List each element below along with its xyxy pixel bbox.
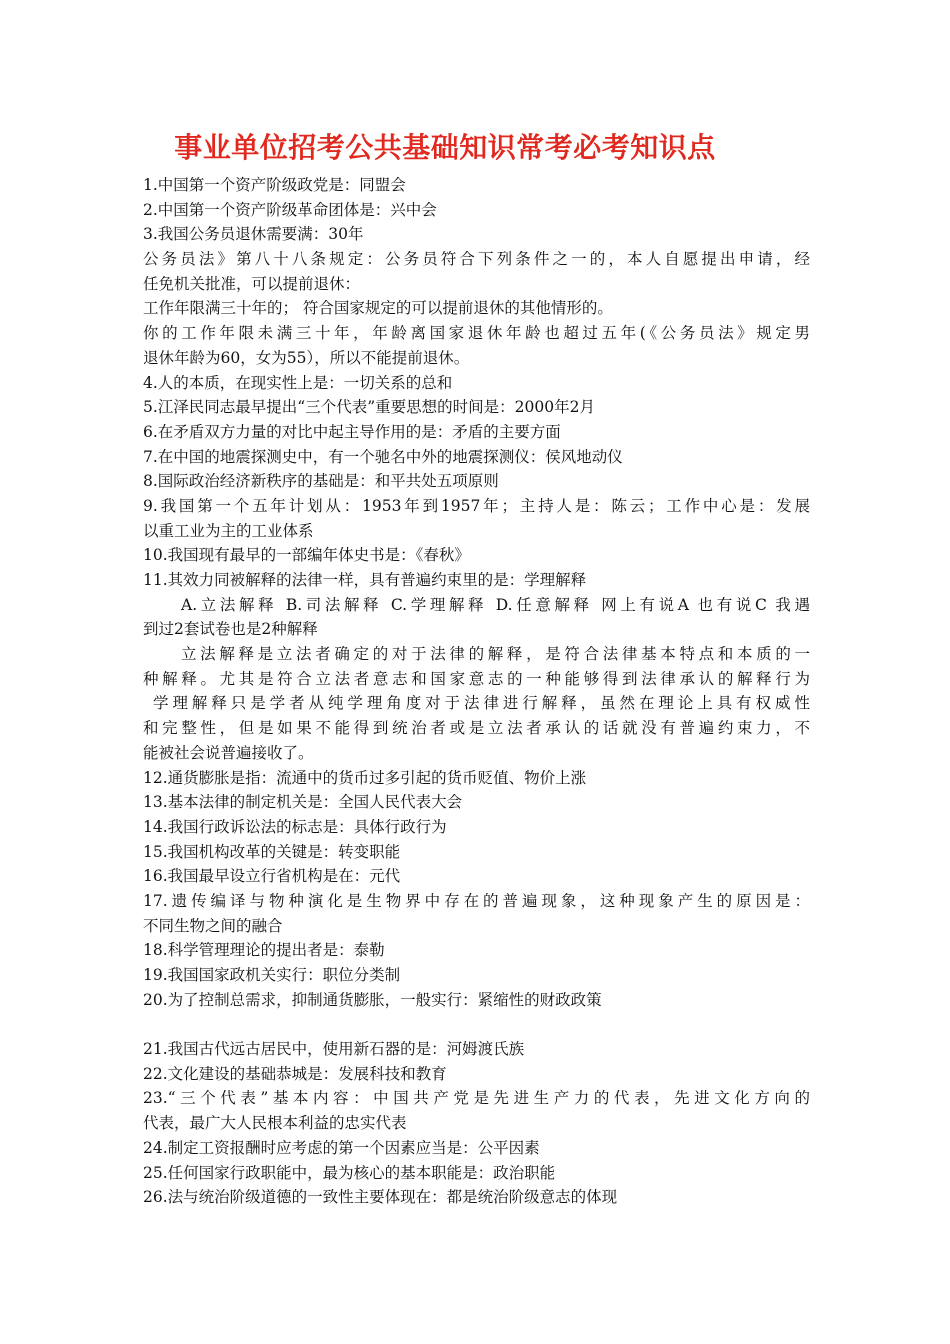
text-line: 15.我国机构改革的关键是：转变职能 <box>143 842 401 861</box>
text-line: 12.通货膨胀是指：流通中的货币过多引起的货币贬值、物价上涨 <box>143 768 587 787</box>
text-line: 26.法与统治阶级道德的一致性主要体现在：都是统治阶级意志的体现 <box>143 1188 618 1207</box>
text-line: 20.为了控制总需求，抑制通货膨胀，一般实行：紧缩性的财政政策 <box>143 990 602 1009</box>
text-line: 7.在中国的地震探测史中，有一个驰名中外的地震探测仪：侯风地动仪 <box>143 447 623 466</box>
text-line: 18.科学管理理论的提出者是：泰勒 <box>143 941 385 960</box>
text-line: 种解释。尤其是符合立法者意志和国家意志的一种能够得到法律承认的解释行为 <box>143 669 810 688</box>
text-line: 2.中国第一个资产阶级革命团体是：兴中会 <box>143 200 437 219</box>
text-line: 19.我国国家政机关实行：职位分类制 <box>143 966 401 984</box>
text-line: 你的工作年限未满三十年，年龄离国家退休年龄也超过五年(《公务员法》规定男 <box>143 324 810 343</box>
text-line: 21.我国古代远古居民中，使用新石器的是：河姆渡氏族 <box>143 1040 525 1059</box>
text-line: 17.遗传编译与物种演化是生物界中存在的普遍现象，这种现象产生的原因是： <box>143 891 810 910</box>
text-line: 到过2套试卷也是2种解释 <box>143 620 318 639</box>
text-line: 8.国际政治经济新秩序的基础是：和平共处五项原则 <box>143 472 499 491</box>
text-line: 24.制定工资报酬时应考虑的第一个因素应当是：公平因素 <box>143 1138 540 1157</box>
text-line: 退休年龄为60，女为55），所以不能提前退休。 <box>143 348 470 367</box>
text-line: 不同生物之间的融合 <box>143 916 283 935</box>
text-line: 代表，最广大人民根本利益的忠实代表 <box>143 1114 407 1133</box>
text-line: 5.江泽民同志最早提出“三个代表”重要思想的时间是：2000年2月 <box>143 398 595 417</box>
text-line: 6.在矛盾双方力量的对比中起主导作用的是：矛盾的主要方面 <box>143 422 561 441</box>
text-line: 公务员法》第八十八条规定：公务员符合下列条件之一的，本人自愿提出申请，经 <box>143 250 810 269</box>
text-line: 4.人的本质，在现实性上是：一切关系的总和 <box>143 373 453 392</box>
document-body <box>143 173 810 1210</box>
text-line: A.立法解释 B.司法解释 C.学理解释 D.任意解释 网上有说A 也有说C 我遇 <box>181 595 810 614</box>
text-line: 14.我国行政诉讼法的标志是：具体行政行为 <box>143 817 447 836</box>
text-line: 11.其效力同被解释的法律一样，具有普遍约束里的是：学理解释 <box>143 571 587 589</box>
document-title: 事业单位招考公共基础知识常考必考知识点 <box>174 131 716 164</box>
text-line: 学理解释只是学者从纯学理角度对于法律进行解释，虽然在理论上具有权威性 <box>153 694 810 713</box>
text-line: 25.任何国家行政职能中，最为核心的基本职能是：政治职能 <box>143 1163 556 1182</box>
text-line: 16.我国最早设立行省机构是在：元代 <box>143 867 401 886</box>
text-line: 立法解释是立法者确定的对于法律的解释，是符合法律基本特点和本质的一 <box>181 645 810 664</box>
text-line: 以重工业为主的工业体系 <box>143 521 314 540</box>
text-line: 13.基本法律的制定机关是：全国人民代表大会 <box>143 793 463 812</box>
text-line: 23.“三个代表”基本内容：中国共产党是先进生产力的代表，先进文化方向的 <box>143 1089 810 1108</box>
text-line: 1.中国第一个资产阶级政党是：同盟会 <box>143 176 406 194</box>
text-line: 工作年限满三十年的； 符合国家规定的可以提前退休的其他情形的。 <box>143 299 613 318</box>
text-line: 10.我国现有最早的一部编年体史书是：《春秋》 <box>143 546 470 565</box>
text-line: 和完整性，但是如果不能得到统治者或是立法者承认的话就没有普遍约束力，不 <box>143 719 810 738</box>
text-line: 9.我国第一个五年计划从：1953年到1957年；主持人是：陈云；工作中心是：发展 <box>143 496 810 515</box>
text-line: 22.文化建设的基础恭城是：发展科技和教育 <box>143 1064 447 1083</box>
text-line: 能被社会说普遍接收了。 <box>143 743 314 762</box>
text-line: 3.我国公务员退休需要满：30年 <box>143 225 364 244</box>
text-line: 任免机关批准，可以提前退休： <box>143 274 361 293</box>
blank-line <box>143 1012 810 1037</box>
